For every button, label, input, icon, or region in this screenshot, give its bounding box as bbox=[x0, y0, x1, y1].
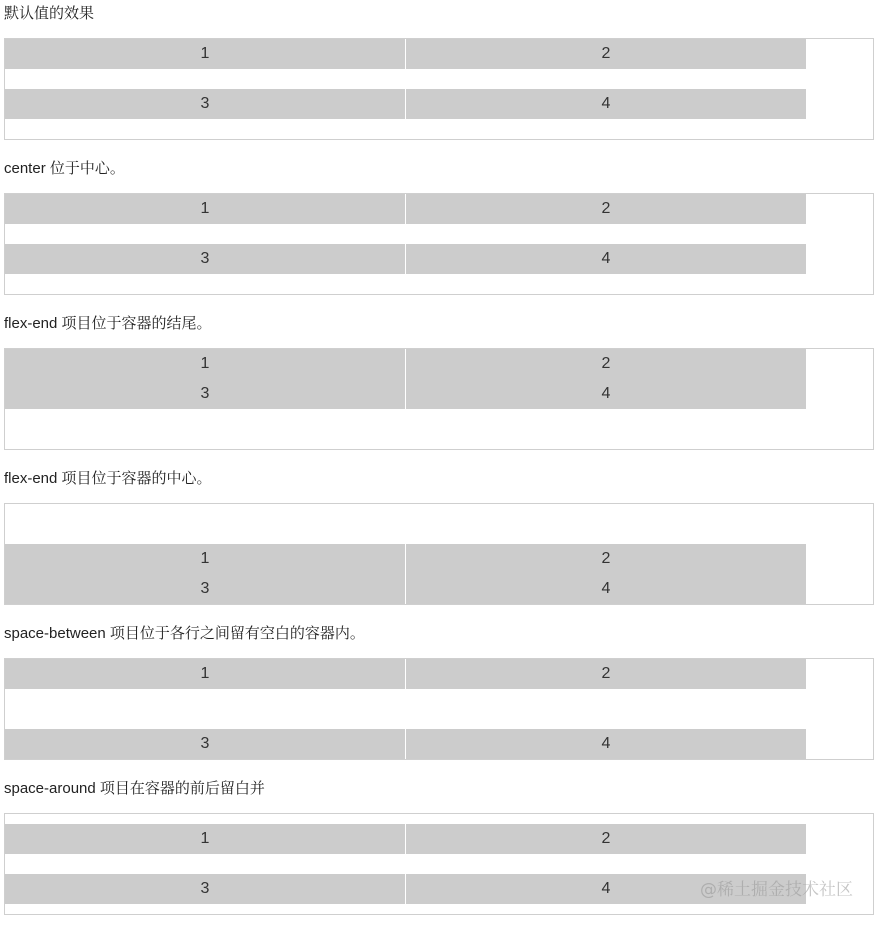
flex-item: 4 bbox=[406, 574, 806, 604]
flex-item: 4 bbox=[406, 379, 806, 409]
flex-item: 2 bbox=[406, 194, 806, 224]
flex-item: 2 bbox=[406, 659, 806, 689]
flex-item: 1 bbox=[5, 824, 406, 854]
demo-default bbox=[4, 5, 874, 140]
flex-item: 1 bbox=[5, 349, 406, 379]
flex-item: 1 bbox=[5, 39, 406, 69]
demo-space-between bbox=[4, 625, 874, 760]
flex-row bbox=[5, 244, 873, 274]
flex-item: 2 bbox=[406, 39, 806, 69]
flex-item: 2 bbox=[406, 544, 806, 574]
flex-item: 3 bbox=[5, 874, 406, 904]
demo-title: space-between 项目位于各行之间留有空白的容器内。 bbox=[4, 625, 365, 642]
flex-row bbox=[5, 194, 873, 224]
flex-item: 1 bbox=[5, 659, 406, 689]
flex-row bbox=[5, 89, 873, 119]
flex-container bbox=[4, 658, 874, 760]
flex-container bbox=[4, 193, 874, 295]
flex-item: 3 bbox=[5, 244, 406, 274]
flex-item: 2 bbox=[406, 824, 806, 854]
flex-item: 3 bbox=[5, 379, 406, 409]
demo-flex-end-center bbox=[4, 470, 874, 605]
flex-item: 3 bbox=[5, 574, 406, 604]
flex-container bbox=[4, 503, 874, 605]
flex-item: 4 bbox=[406, 874, 806, 904]
flex-row bbox=[5, 39, 873, 69]
demo-title: flex-end 项目位于容器的中心。 bbox=[4, 470, 212, 487]
flex-item: 1 bbox=[5, 544, 406, 574]
demo-title: center 位于中心。 bbox=[4, 160, 125, 177]
demo-title: flex-end 项目位于容器的结尾。 bbox=[4, 315, 212, 332]
flex-item: 4 bbox=[406, 89, 806, 119]
flex-item: 4 bbox=[406, 729, 806, 759]
rows-wrapper bbox=[5, 194, 873, 294]
flex-container bbox=[4, 348, 874, 450]
flex-item: 4 bbox=[406, 244, 806, 274]
flex-item: 2 bbox=[406, 349, 806, 379]
demo-title: 默认值的效果 bbox=[4, 5, 95, 22]
watermark-text: @稀土掘金技术社区 bbox=[700, 880, 853, 900]
demo-title: space-around 项目在容器的前后留白并 bbox=[4, 780, 265, 797]
flex-row bbox=[5, 824, 873, 854]
demo-center bbox=[4, 160, 874, 295]
demo-flex-end bbox=[4, 315, 874, 450]
flex-item: 3 bbox=[5, 729, 406, 759]
rows-wrapper bbox=[5, 39, 873, 139]
flex-container bbox=[4, 38, 874, 140]
flex-item: 3 bbox=[5, 89, 406, 119]
flex-item: 1 bbox=[5, 194, 406, 224]
